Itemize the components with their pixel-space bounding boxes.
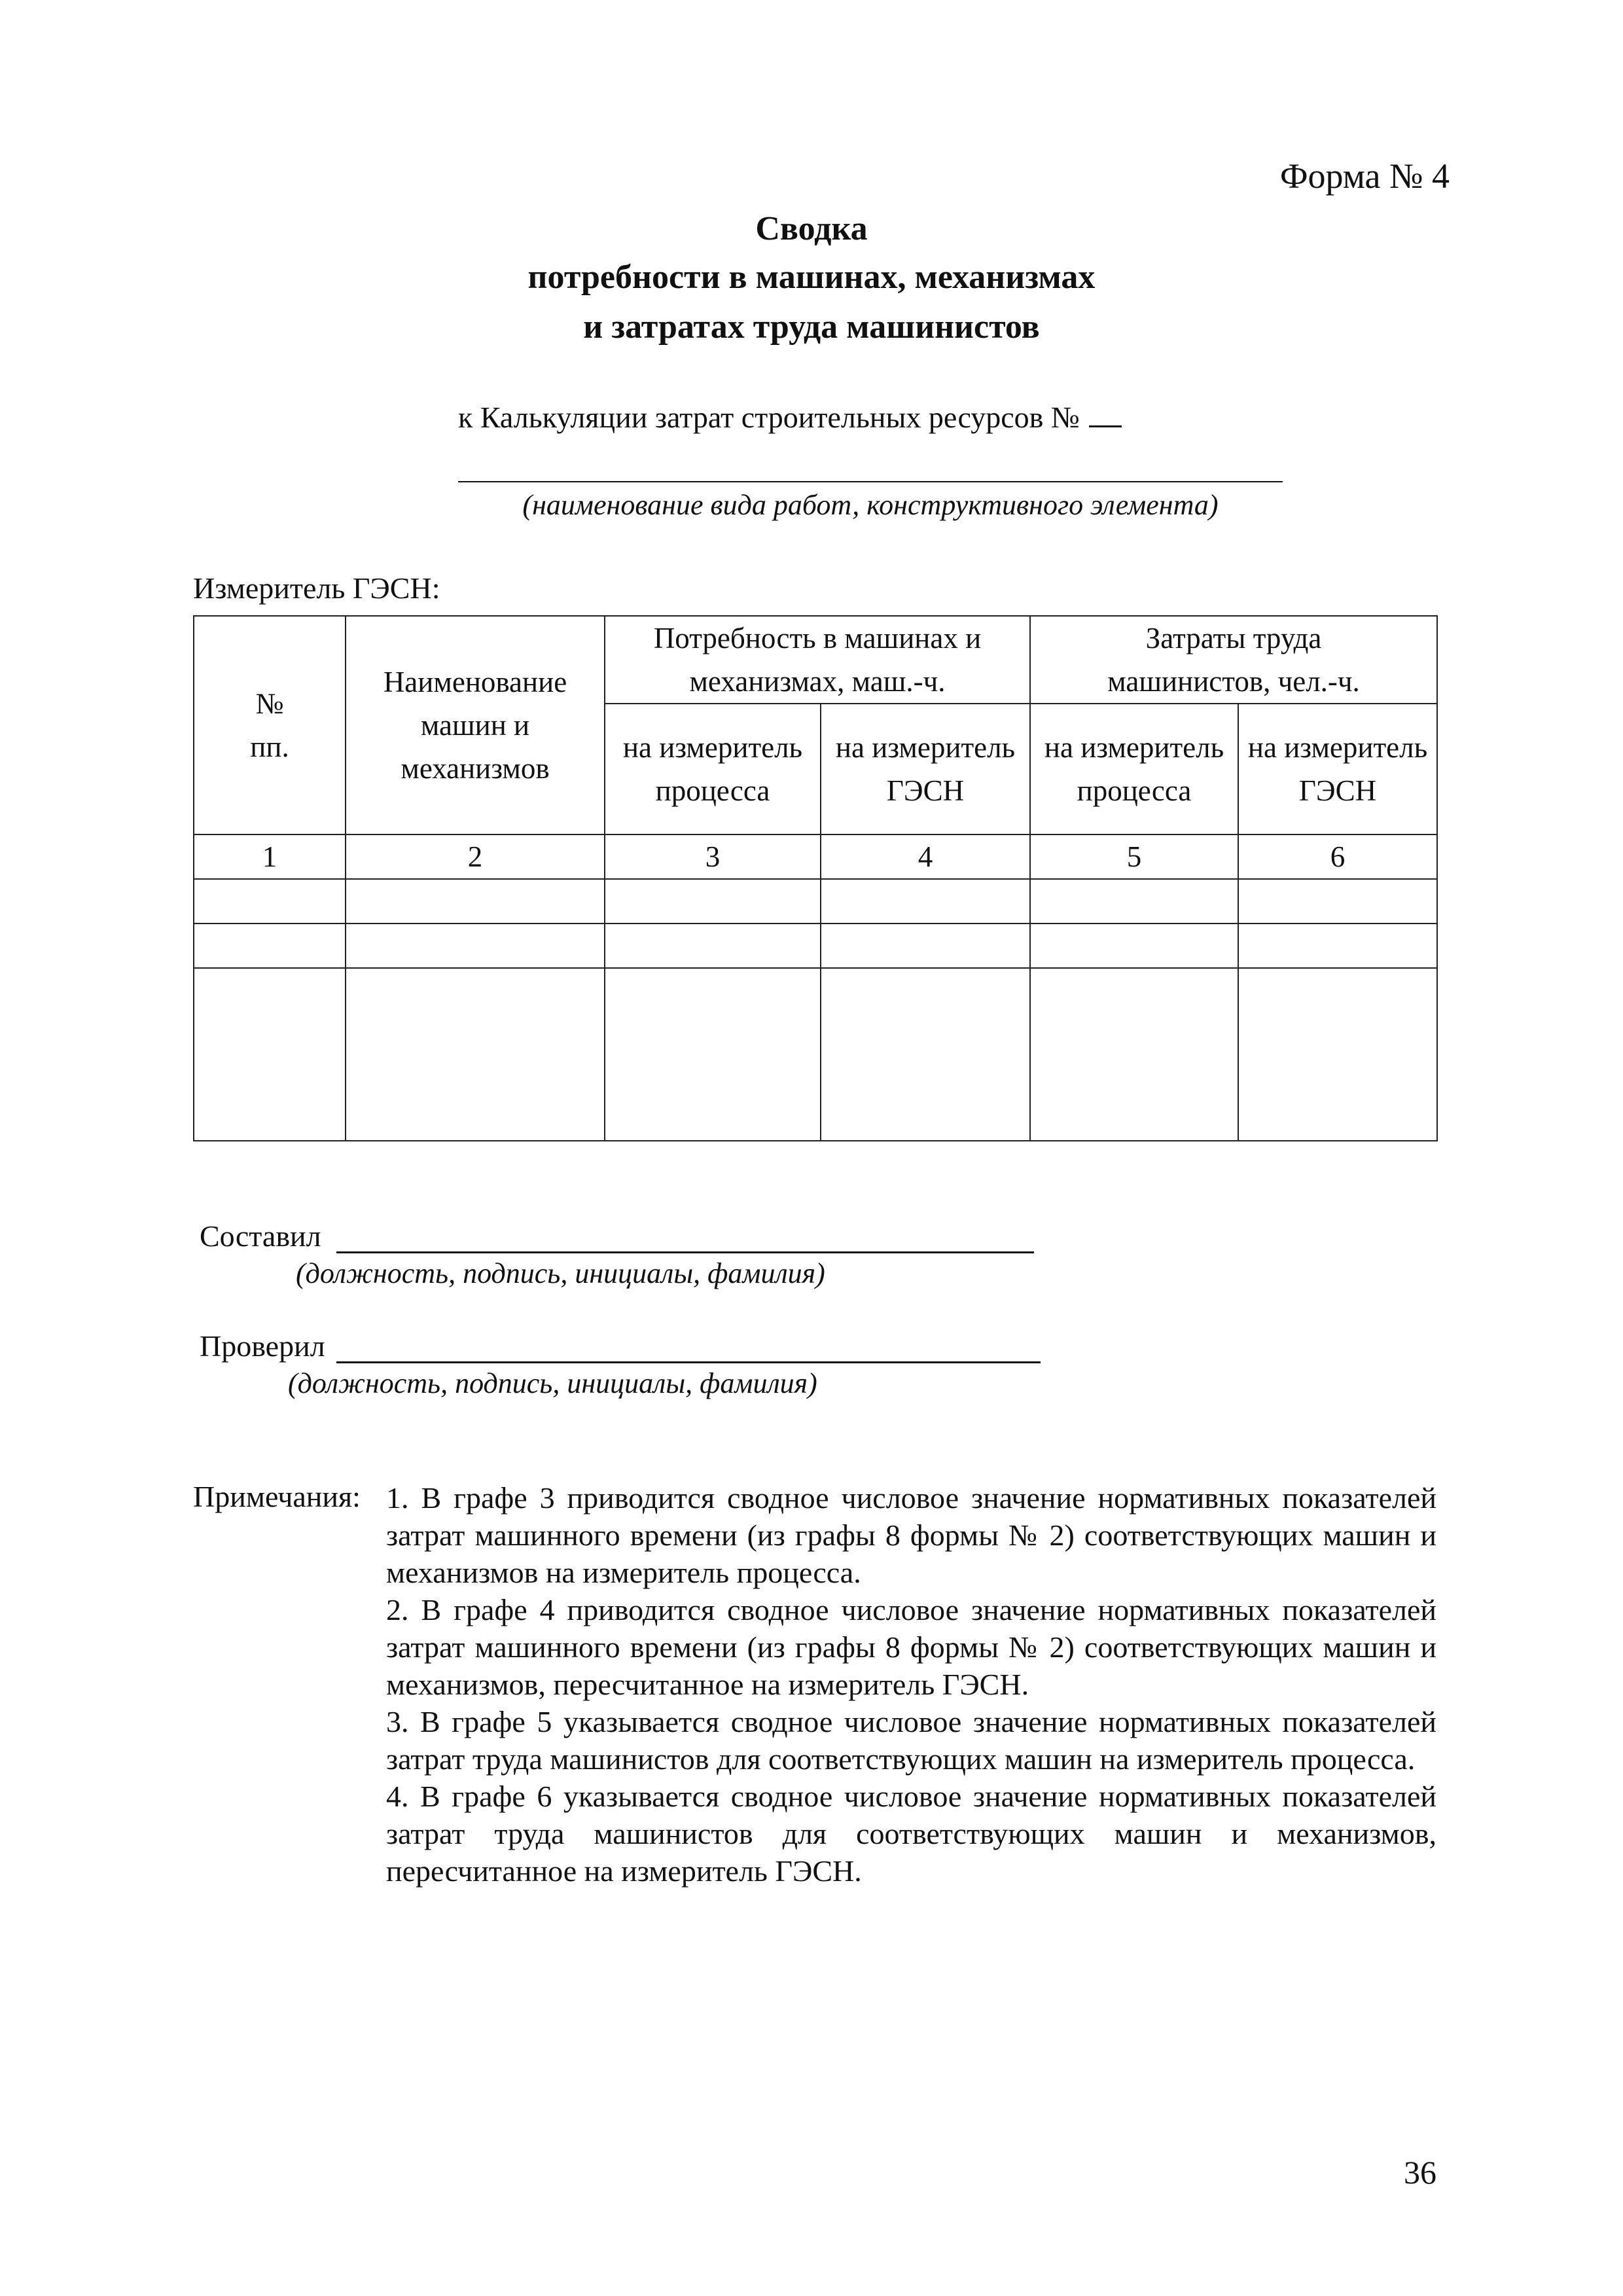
title-line-2: потребности в машинах, механизмах — [527, 259, 1096, 296]
table-cell[interactable] — [1030, 924, 1238, 968]
table-cell[interactable] — [605, 968, 821, 1141]
table-cell[interactable] — [1030, 968, 1238, 1141]
header-row-1 — [194, 616, 1437, 704]
table-cell[interactable] — [605, 924, 821, 968]
table-cell[interactable] — [194, 968, 346, 1141]
table-cell[interactable] — [1238, 879, 1437, 924]
title-line-1: Сводка — [755, 210, 868, 247]
note-item: 3. В графе 5 указывается сводное числовое значение нормативных показателей затрат труда машинистов для соответствующих машин на измеритель процесса. — [386, 1705, 1436, 1776]
note-item: 1. В графе 3 приводится сводное числовое значение нормативных показателей затрат машинного времени (из графы 8 формы № 2) соответствующих машин и механизмов на измеритель процесса. — [386, 1481, 1436, 1589]
notes-label: Примечания: — [193, 1480, 361, 1513]
column-number: 4 — [821, 834, 1030, 879]
column-number: 3 — [605, 834, 821, 879]
form-number: Форма № 4 — [1279, 156, 1450, 196]
header-no: № пп. — [194, 616, 346, 834]
page-number: 36 — [1404, 2154, 1436, 2191]
calc-number-blank — [1089, 399, 1122, 427]
compiled-label: Составил — [200, 1219, 321, 1253]
table-cell[interactable] — [194, 879, 346, 924]
header-process-machines: на измеритель процесса — [605, 704, 821, 834]
summary-table — [193, 615, 1438, 1141]
header-gesn-machines: на измеритель ГЭСН — [821, 704, 1030, 834]
note-item: 4. В графе 6 указывается сводное числовое значение нормативных показателей затрат труда машинистов для соответствующих машин и механизмов, пересчитанное на измеритель ГЭСН. — [386, 1780, 1436, 1888]
title-line-3: и затратах труда машинистов — [583, 308, 1040, 346]
table-cell[interactable] — [605, 879, 821, 924]
table-cell[interactable] — [346, 879, 605, 924]
table-cell[interactable] — [194, 924, 346, 968]
calc-reference — [458, 399, 1122, 435]
header-process-labor: на измеритель процесса — [1030, 704, 1238, 834]
checked-signature-line[interactable] — [336, 1361, 1041, 1363]
checked-label: Проверил — [200, 1329, 325, 1363]
header-gesn-labor: на измеритель ГЭСН — [1238, 704, 1437, 834]
table-row — [194, 968, 1437, 1141]
column-number-row — [194, 834, 1437, 879]
column-number: 5 — [1030, 834, 1238, 879]
table-cell[interactable] — [821, 879, 1030, 924]
table-cell[interactable] — [1030, 879, 1238, 924]
checked-caption: (должность, подпись, инициалы, фамилия) — [288, 1367, 817, 1399]
table-cell[interactable] — [346, 968, 605, 1141]
table-row — [194, 924, 1437, 968]
table-row — [194, 879, 1437, 924]
compiled-signature-line[interactable] — [336, 1251, 1034, 1253]
calc-reference-text: к Калькуляции затрат строительных ресурсов № — [458, 401, 1080, 434]
column-number: 2 — [346, 834, 605, 879]
work-name-line — [458, 481, 1283, 482]
header-name: Наименование машин и механизмов — [346, 616, 605, 834]
meter-label: Измеритель ГЭСН: — [193, 571, 440, 605]
notes-list — [386, 1479, 1436, 1890]
note-item: 2. В графе 4 приводится сводное числовое значение нормативных показателей затрат машинного времени (из графы 8 формы № 2) соответствующих машин и механизмов, пересчитанное на измеритель ГЭСН. — [386, 1593, 1436, 1701]
table-cell[interactable] — [1238, 968, 1437, 1141]
header-labor: Затраты труда машинистов, чел.-ч. — [1030, 616, 1437, 704]
header-machines: Потребность в машинах и механизмах, маш.-ч. — [605, 616, 1030, 704]
column-number: 1 — [194, 834, 346, 879]
table-cell[interactable] — [821, 924, 1030, 968]
table-cell[interactable] — [1238, 924, 1437, 968]
column-number: 6 — [1238, 834, 1437, 879]
table-cell[interactable] — [821, 968, 1030, 1141]
table-cell[interactable] — [346, 924, 605, 968]
compiled-caption: (должность, подпись, инициалы, фамилия) — [296, 1257, 825, 1289]
work-name-caption: (наименование вида работ, конструктивного элемента) — [522, 489, 1219, 521]
